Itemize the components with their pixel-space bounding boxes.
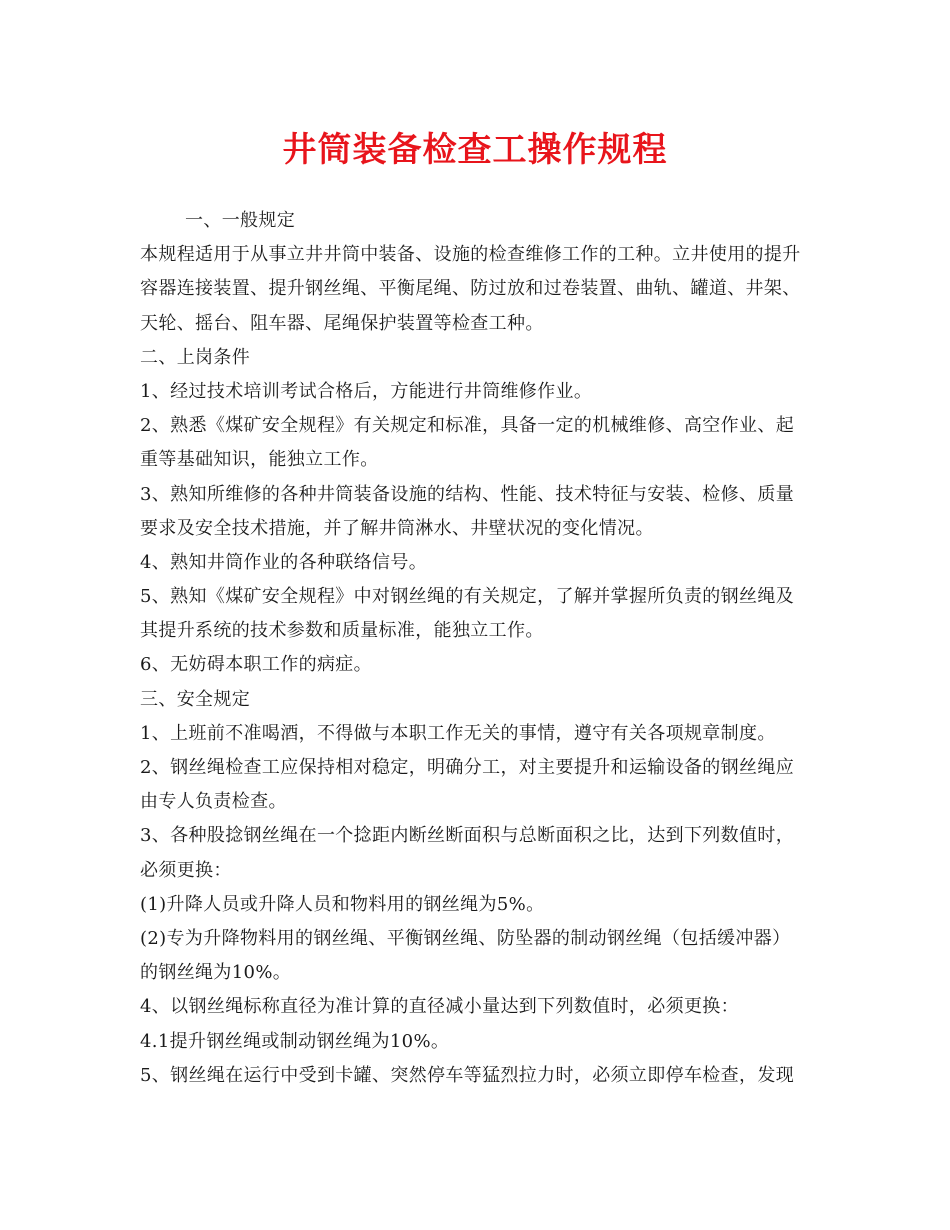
paragraph-line: 3、熟知所维修的各种井筒装备设施的结构、性能、技术特征与安装、检修、质量	[140, 483, 795, 505]
paragraph-line: 本规程适用于从事立井井筒中装备、设施的检查维修工作的工种。立井使用的提升	[140, 244, 801, 266]
paragraph-line: 4、熟知井筒作业的各种联络信号。	[140, 551, 428, 573]
paragraph-line: (1)升降人员或升降人员和物料用的钢丝绳为5%。	[140, 893, 545, 915]
document-title: 井筒装备检查工操作规程	[282, 130, 668, 170]
section-heading-safety: 三、安全规定	[140, 688, 251, 710]
paragraph-line: 4、以钢丝绳标称直径为准计算的直径减小量达到下列数值时，必须更换：	[140, 996, 739, 1018]
paragraph-line: 重等基础知识，能独立工作。	[140, 449, 379, 471]
paragraph-line: 要求及安全技术措施，并了解井筒淋水、井壁状况的变化情况。	[140, 517, 654, 539]
paragraph-line: 容器连接装置、提升钢丝绳、平衡尾绳、防过放和过卷装置、曲轨、罐道、井架、	[140, 278, 801, 300]
paragraph-line: 必须更换：	[140, 859, 232, 881]
paragraph-line: 的钢丝绳为10%。	[140, 962, 292, 984]
paragraph-line: 4.1提升钢丝绳或制动钢丝绳为10%。	[140, 1030, 450, 1052]
paragraph-line: 6、无妨碍本职工作的病症。	[140, 654, 373, 676]
paragraph-line: 5、钢丝绳在运行中受到卡罐、突然停车等猛烈拉力时，必须立即停车检查，发现	[140, 1064, 795, 1086]
paragraph-line: 由专人负责检查。	[140, 791, 287, 813]
section-heading-general: 一、一般规定	[185, 210, 296, 231]
paragraph-line: 2、熟悉《煤矿安全规程》有关规定和标准，具备一定的机械维修、高空作业、起	[140, 415, 795, 437]
paragraph-line: 其提升系统的技术参数和质量标准，能独立工作。	[140, 620, 544, 642]
paragraph-line: (2)专为升降物料用的钢丝绳、平衡钢丝绳、防坠器的制动钢丝绳（包括缓冲器）	[140, 927, 791, 949]
paragraph-line: 天轮、摇台、阻车器、尾绳保护装置等检查工种。	[140, 312, 544, 334]
paragraph-line: 5、熟知《煤矿安全规程》中对钢丝绳的有关规定，了解并掌握所负责的钢丝绳及	[140, 586, 795, 608]
paragraph-line: 2、钢丝绳检查工应保持相对稳定，明确分工，对主要提升和运输设备的钢丝绳应	[140, 757, 795, 778]
paragraph-line: 1、上班前不准喝酒，不得做与本职工作无关的事情，遵守有关各项规章制度。	[140, 722, 776, 744]
document-body	[140, 204, 812, 1093]
section-heading-requirements: 二、上岗条件	[140, 346, 251, 368]
paragraph-line: 1、经过技术培训考试合格后，方能进行井筒维修作业。	[140, 380, 593, 402]
paragraph-line: 3、各种股捻钢丝绳在一个捻距内断丝断面积与总断面积之比，达到下列数值时，	[140, 825, 795, 847]
